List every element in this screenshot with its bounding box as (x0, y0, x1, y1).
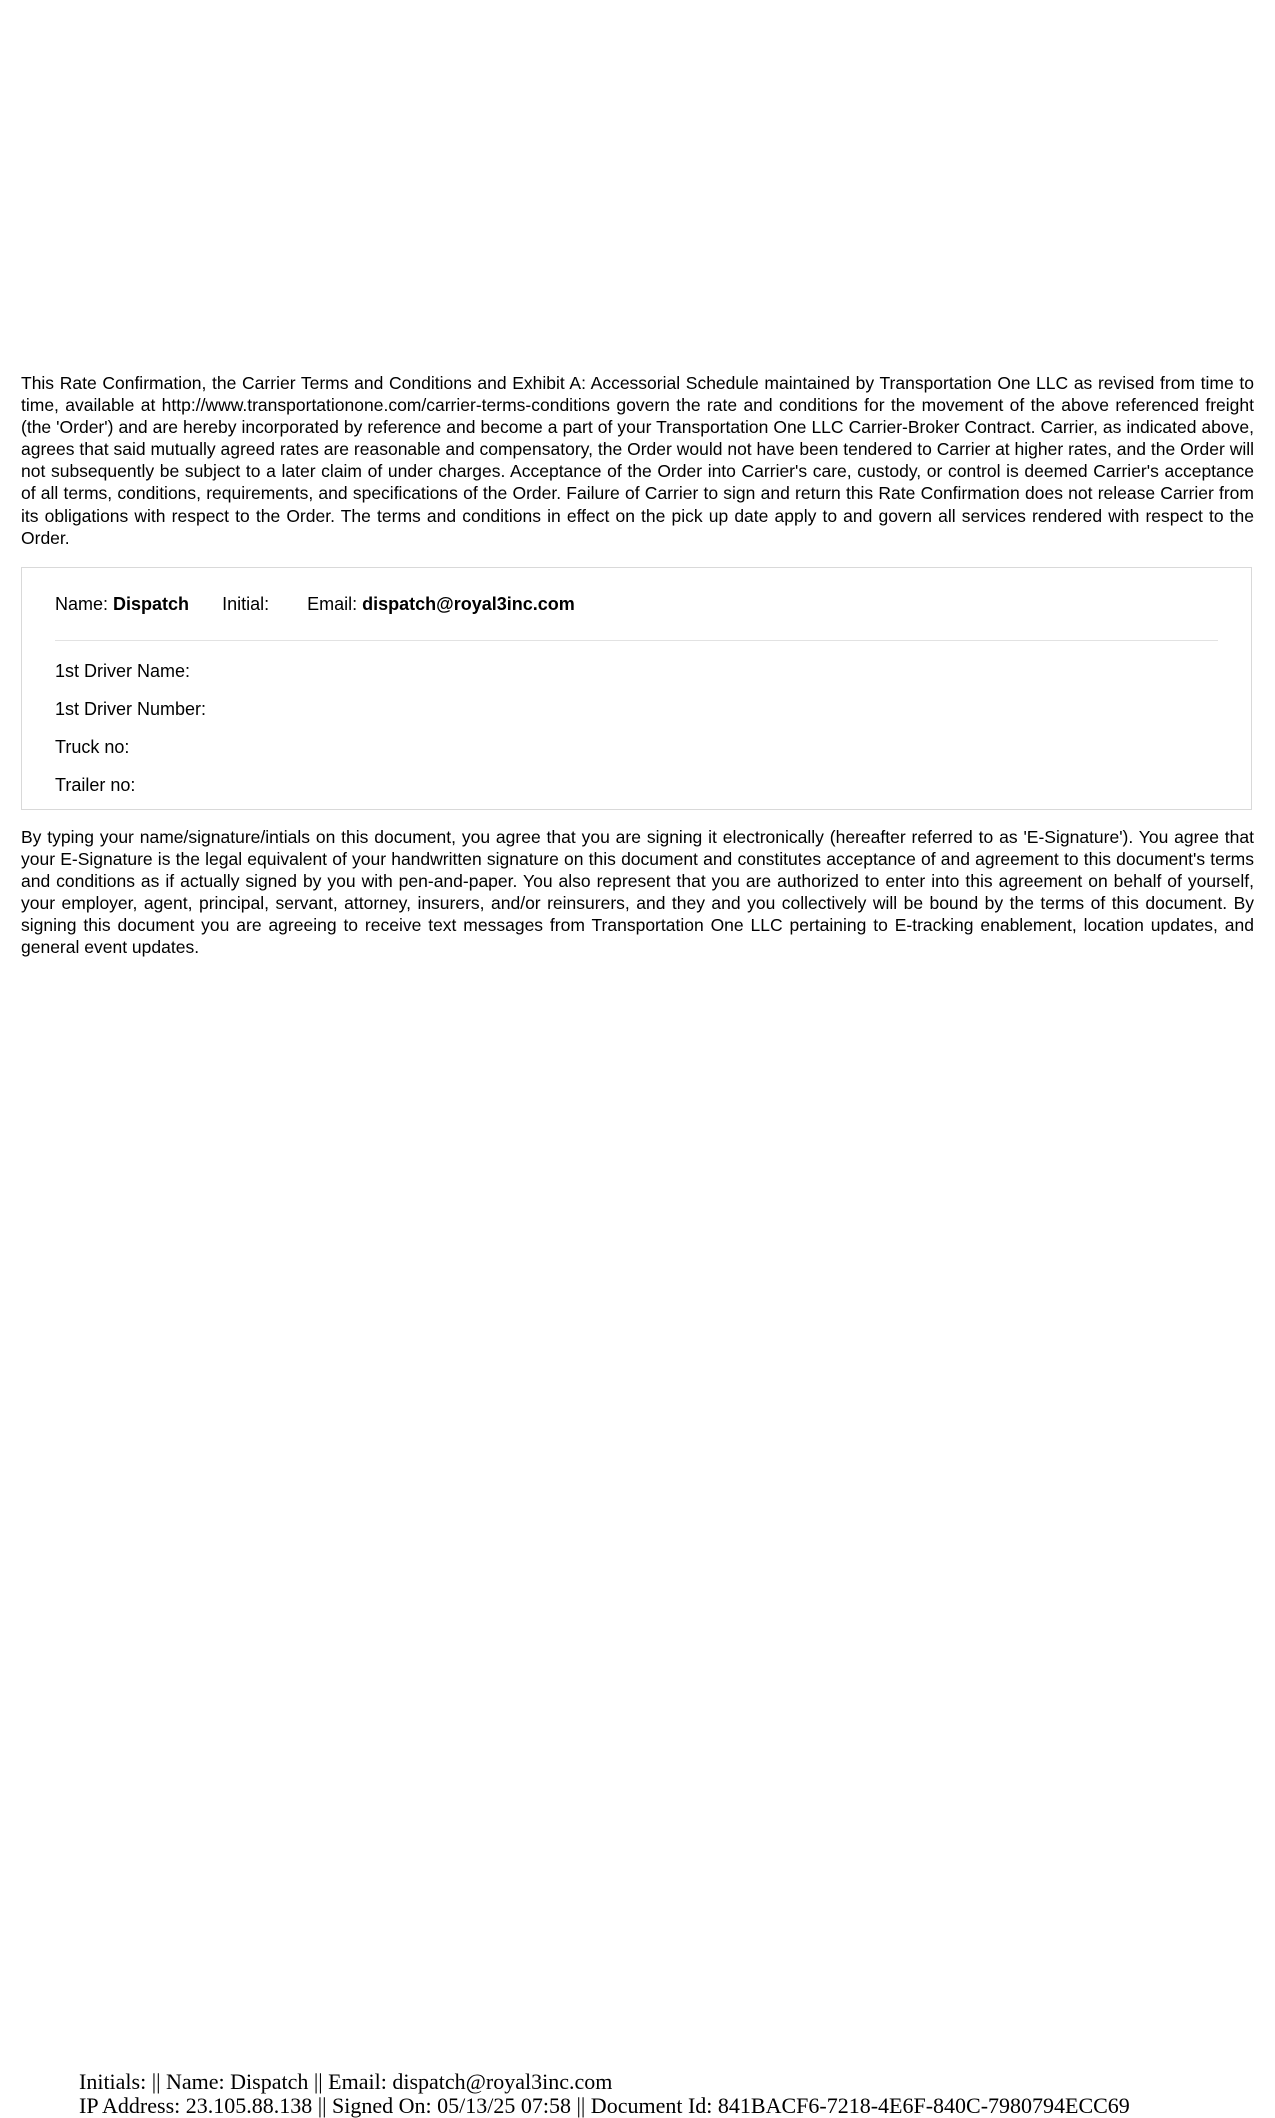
email-label: Email: (307, 593, 358, 614)
driver-name-label: 1st Driver Name: (55, 661, 191, 681)
terms-paragraph: This Rate Confirmation, the Carrier Terms and Conditions and Exhibit A: Accessorial Schedule maintained by Transportation One LLC as revised from time to time, available at http://www.transportationone.com/carrier-terms-conditions govern the rate and conditions for the movement of the above referenced freight (the 'Order') and are hereby incorporated by reference and become a part of your Transportation One LLC Carrier-Broker Contract. Carrier, as indicated above, agrees that said mutually agreed rates are reasonable and compensatory, the Order would not have been tendered to Carrier at higher rates, and the Order will not subsequently be subject to a later claim of under charges. Acceptance of the Order into Carrier's care, custody, or control is deemed Carrier's acceptance of all terms, conditions, requirements, and specifications of the Order. Failure of Carrier to sign and return this Rate Confirmation does not release Carrier from its obligations with respect to the Order. The terms and conditions in effect on the pick up date apply to and govern all services rendered with respect to the Order. (21, 373, 1254, 548)
signer-name (55, 594, 189, 615)
signer-info-row (55, 568, 1218, 641)
name-value: Dispatch (113, 593, 190, 614)
e-signature-consent-paragraph: By typing your name/signature/intials on this document, you agree that you are signing it electronically (hereafter referred to as 'E-Signature'). You agree that your E-Signature is the legal equivalent of your handwritten signature on this document and constitutes acceptance of and agreement to this document's terms and conditions as if actually signed by you with pen-and-paper. You also represent that you are authorized to enter into this agreement on behalf of yourself, your employer, agent, principal, servant, attorney, insurers, and/or reinsurers, and they and you collectively will be bound by the terms of this document. By signing this document you are agreeing to receive text messages from Transportation One LLC pertaining to E-tracking enablement, location updates, and general event updates. (21, 827, 1254, 958)
trailer-label: Trailer no: (55, 775, 136, 795)
footer-line-1: Initials: || Name: Dispatch || Email: dispatch@royal3inc.com (79, 2069, 613, 2094)
signature-footer (79, 2070, 1130, 2118)
initial-label: Initial: (222, 593, 270, 614)
signature-box (21, 567, 1252, 810)
signer-email (307, 594, 575, 615)
name-label: Name: (55, 593, 109, 614)
email-value: dispatch@royal3inc.com (362, 593, 575, 614)
truck-label: Truck no: (55, 737, 130, 757)
driver-number-label: 1st Driver Number: (55, 699, 207, 719)
driver-fields (55, 652, 206, 804)
footer-line-2: IP Address: 23.105.88.138 || Signed On: 05/13/25 07:58 || Document Id: 841BACF6-7218-4E6F-840C-7980794ECC69 (79, 2093, 1130, 2118)
signer-initial (222, 594, 269, 615)
